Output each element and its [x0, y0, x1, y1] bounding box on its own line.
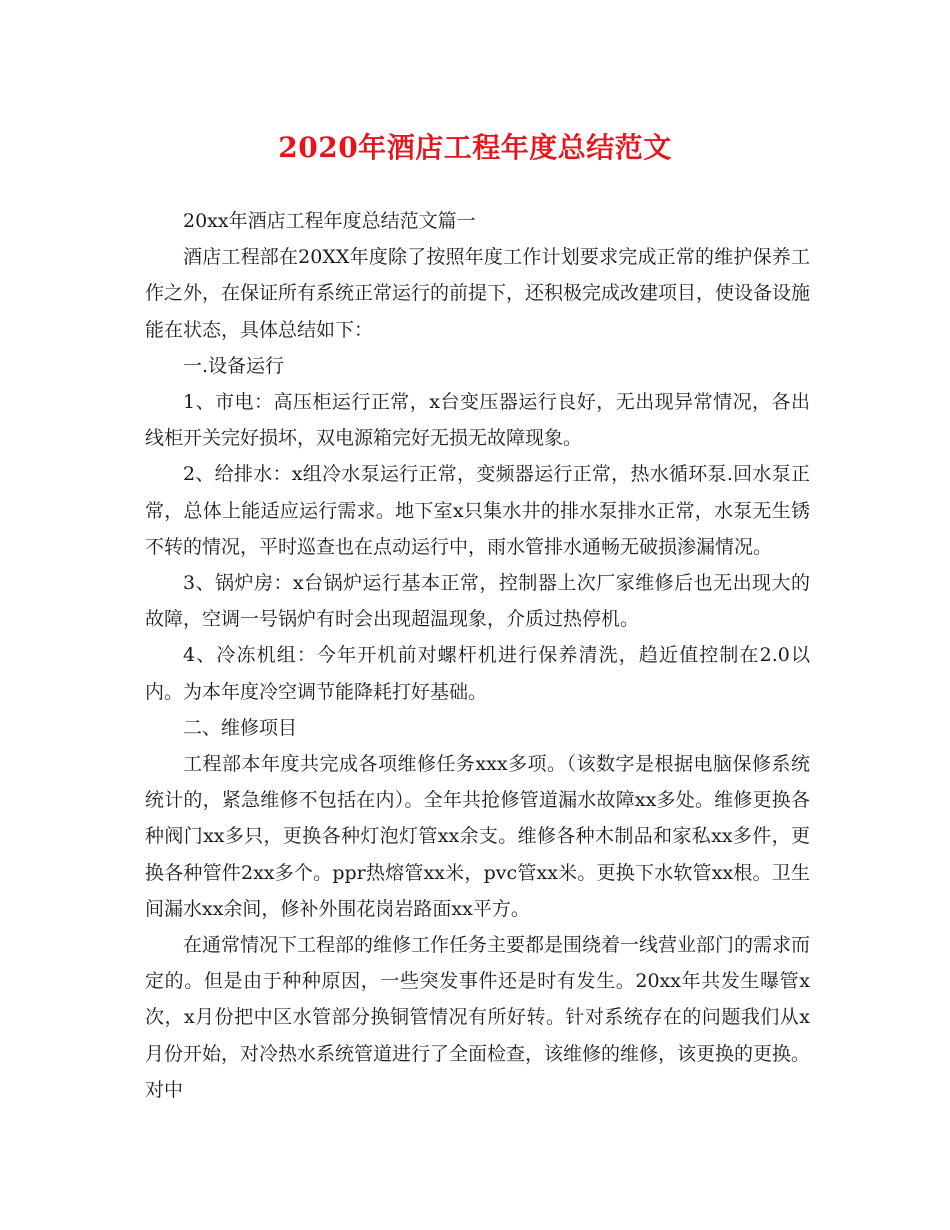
section-heading-repairs: 二、维修项目 [183, 716, 298, 739]
paragraph-repair-context: 在通常情况下工程部的维修工作任务主要都是围绕着一线营业部门的需求而定的。但是由于种种原因，一些突发事件还是时有发生。20xx年共发生曝管x次，x月份把中区水管部分换铜管情况有所好转。针对系统存在的问题我们从x月份开始，对冷热水系统管道进行了全面检查，该维修的维修，该更换的更换。对中 [145, 934, 811, 1101]
paragraph-electricity: 1、市电：高压柜运行正常，x台变压器运行良好，无出现异常情况，各出线柜开关完好损坏，双电源箱完好无损无故障现象。 [145, 391, 810, 450]
paragraph-chiller: 4、冷冻机组：今年开机前对螺杆机进行保养清洗，趋近值控制在2.0以内。为本年度冷空调节能降耗打好基础。 [145, 644, 810, 703]
document-body [145, 203, 810, 1108]
paragraph-intro: 酒店工程部在20XX年度除了按照年度工作计划要求完成正常的维护保养工作之外，在保证所有系统正常运行的前提下，还积极完成改建项目，使设备设施能在状态，具体总结如下： [145, 246, 811, 341]
paragraph-repair-stats: 工程部本年度共完成各项维修任务xxx多项。（该数字是根据电脑保修系统统计的，紧急维修不包括在内）。全年共抢修管道漏水故障xx多处。维修更换各种阀门xx多只，更换各种灯泡灯管xx余支。维修各种木制品和家私xx多件，更换各种管件2xx多个。ppr热熔管xx米，pvc管xx米。更换下水软管xx根。卫生间漏水xx余间，修补外围花岗岩路面xx平方。 [145, 753, 810, 920]
paragraph-boiler: 3、锅炉房：x台锅炉运行基本正常，控制器上次厂家维修后也无出现大的故障，空调一号锅炉有时会出现超温现象，介质过热停机。 [145, 572, 810, 631]
section-heading-equipment: 一.设备运行 [183, 354, 285, 377]
paragraph-water: 2、给排水：x组冷水泵运行正常，变频器运行正常，热水循环泵.回水泵正常，总体上能适应运行需求。地下室x只集水井的排水泵排水正常，水泵无生锈不转的情况，平时巡查也在点动运行中，雨水管排水通畅无破损渗漏情况。 [145, 463, 810, 558]
paragraph-heading: 20xx年酒店工程年度总结范文篇一 [183, 210, 476, 232]
document-title: 2020年酒店工程年度总结范文 [278, 131, 672, 164]
